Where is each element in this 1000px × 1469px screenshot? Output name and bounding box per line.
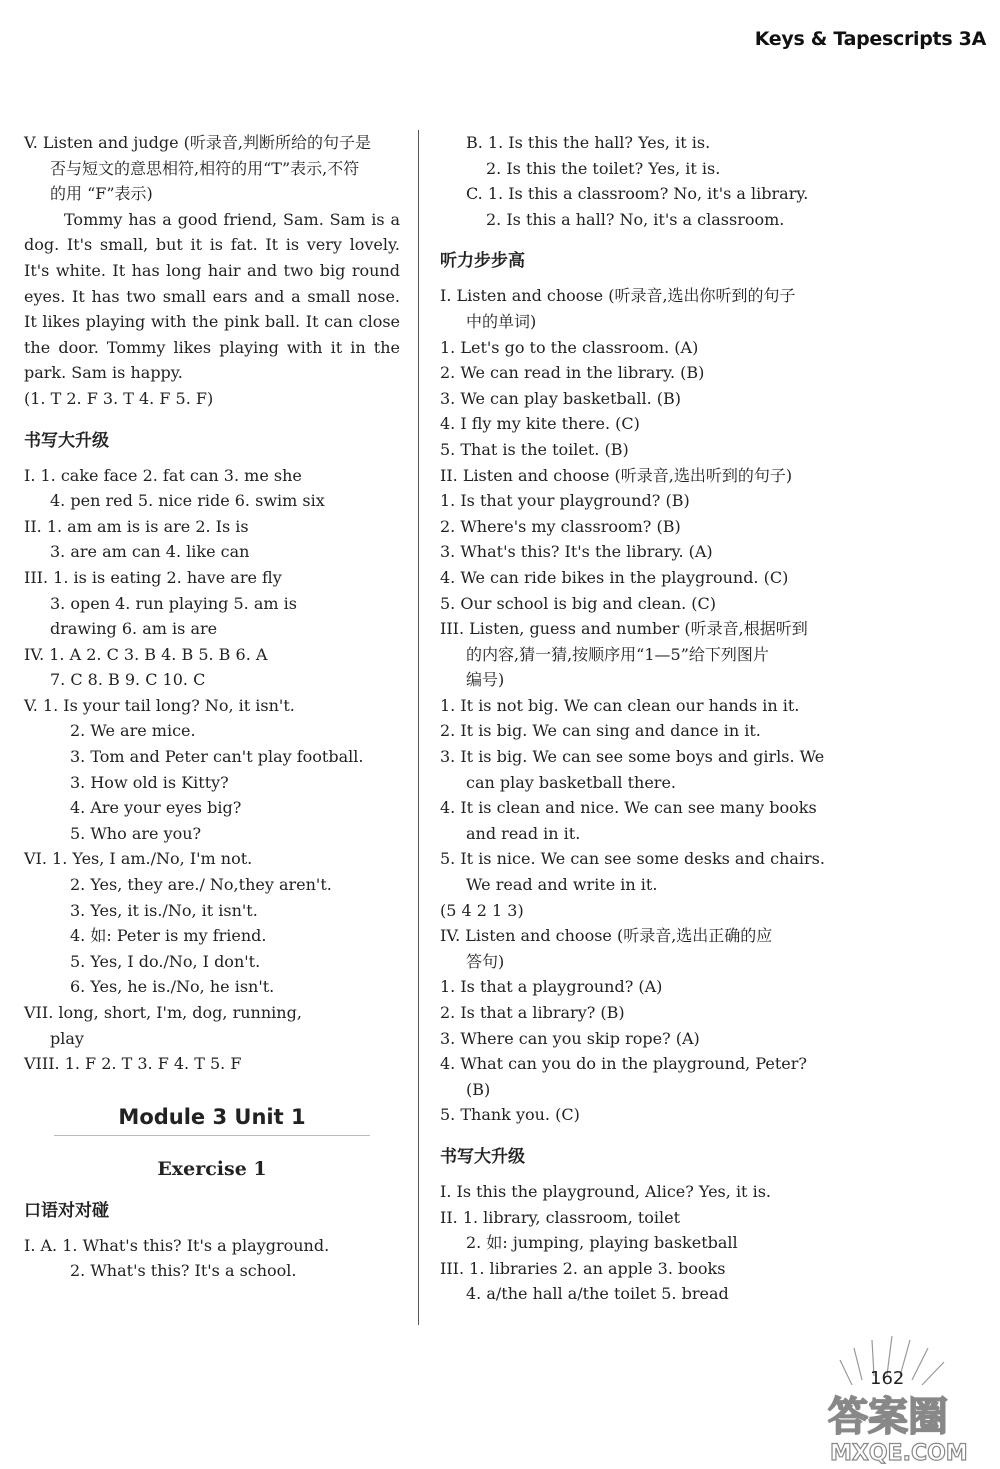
answer-line: 2. What's this? It's a school. [70,1261,297,1281]
answer-line: We read and write in it. [466,875,658,895]
answer-line: 2. It is big. We can sing and dance in it. [440,721,761,741]
answer-line: V. Listen and judge (听录音,判断所给的句子是 [24,133,371,152]
answer-line: 中的单词) [466,311,537,331]
answer-line: 3. Yes, it is./No, it isn't. [70,900,258,920]
column-divider [418,130,419,1325]
answer-line: III. 1. libraries 2. an apple 3. books [440,1258,726,1278]
page-number: 162 [870,1368,905,1389]
watermark-url: MXQE.COM [830,1441,968,1465]
answer-line: 5. Thank you. (C) [440,1105,580,1125]
answer-line: 3. It is big. We can see some boys and girls. We [440,747,825,767]
answer-line: 1. It is not big. We can clean our hands in it. [440,695,800,715]
answer-line: 3. Tom and Peter can't play football. [70,747,364,767]
answer-line: 3. Where can you skip rope? (A) [440,1028,700,1048]
answer-line: 3. We can play basketball. (B) [440,388,681,408]
answer-line: 6. Yes, he is./No, he isn't. [70,977,275,997]
exercise-heading: Exercise 1 [157,1157,267,1180]
answer-line: II. Listen and choose (听录音,选出听到的句子) [440,465,793,485]
answer-line: 7. C 8. B 9. C 10. C [50,670,206,690]
answer-line: 4. It is clean and nice. We can see many books [440,798,817,818]
answer-line: II. 1. am am is is are 2. Is is [24,516,249,536]
answer-line: 3. open 4. run playing 5. am is [50,593,297,613]
watermark-text: 答案圈 [828,1394,948,1440]
answer-line: V. 1. Is your tail long? No, it isn't. [24,695,295,715]
answer-line: I. 1. cake face 2. fat can 3. me she [24,465,302,485]
answer-line: 2. Is this a hall? No, it's a classroom. [486,209,785,229]
answer-line: 2. Is this the toilet? Yes, it is. [486,158,721,178]
answer-line: and read in it. [466,823,581,843]
answer-line: 否与短文的意思相符,相符的用“T”表示,不符 [50,158,360,178]
answer-line: VIII. 1. F 2. T 3. F 4. T 5. F [24,1054,242,1074]
answer-line: 5. Yes, I do./No, I don't. [70,951,261,971]
answer-line: 1. Is that a playground? (A) [440,977,663,997]
module-heading [24,1105,400,1136]
answer-line: II. 1. library, classroom, toilet [440,1207,681,1227]
right-column [440,130,825,1307]
answer-line: 2. 如: jumping, playing basketball [466,1233,738,1253]
answer-line: 4. We can ride bikes in the playground. (C) [440,567,789,587]
answer-line: III. 1. is is eating 2. have are fly [24,567,282,587]
answer-line: 4. 如: Peter is my friend. [70,926,267,946]
answer-line: 2. We are mice. [70,721,196,741]
answer-line: 的内容,猜一猜,按顺序用“1—5”给下列图片 [466,644,769,664]
left-column [24,130,400,1284]
answer-line: (5 4 2 1 3) [440,900,524,920]
watermark-logo [820,1380,998,1465]
answer-line: (B) [466,1079,491,1099]
answer-line: 编号) [466,670,505,690]
answer-line: 4. pen red 5. nice ride 6. swim six [50,491,325,511]
answer-line: can play basketball there. [466,772,677,792]
answer-line: 2. Where's my classroom? (B) [440,516,681,536]
answer-line: 4. I fly my kite there. (C) [440,414,640,434]
answer-line: 5. Our school is big and clean. (C) [440,593,717,613]
answer-line: 2. We can read in the library. (B) [440,363,705,383]
answer-line: 2. Is that a library? (B) [440,1003,625,1022]
answer-line: 4. What can you do in the playground, Peter? [440,1054,807,1074]
answer-line: (1. T 2. F 3. T 4. F 5. F) [24,388,214,408]
answer-line: I. Is this the playground, Alice? Yes, it is. [440,1181,771,1201]
answer-line: 1. Is that your playground? (B) [440,491,690,511]
answer-line: 3. How old is Kitty? [70,772,229,792]
answer-line: IV. 1. A 2. C 3. B 4. B 5. B 6. A [24,644,268,664]
answer-line: C. 1. Is this a classroom? No, it's a library. [466,184,809,204]
answer-line: IV. Listen and choose (听录音,选出正确的应 [440,926,773,946]
answer-line: play [50,1028,84,1048]
answer-line: 1. Let's go to the classroom. (A) [440,337,699,357]
module-rule [54,1135,370,1136]
answer-line: 的用 “F”表示) [50,184,153,204]
answer-line: 5. That is the toilet. (B) [440,439,629,459]
answer-line: 4. Are your eyes big? [70,798,242,818]
answer-line: VII. long, short, I'm, dog, running, [24,1003,302,1022]
answer-line: B. 1. Is this the hall? Yes, it is. [466,133,711,152]
answer-line: III. Listen, guess and number (听录音,根据听到 [440,619,808,639]
page-header: Keys & Tapescripts 3A [754,28,986,50]
answer-line: 4. a/the hall a/the toilet 5. bread [466,1284,729,1304]
section-heading: 书写大升级 [440,1146,525,1167]
section-heading: 书写大升级 [24,430,109,451]
module-title: Module 3 Unit 1 [118,1104,306,1129]
answer-line: 答句) [466,951,505,971]
answer-line: I. A. 1. What's this? It's a playground. [24,1235,330,1255]
answer-line: 3. What's this? It's the library. (A) [440,542,713,562]
answer-line: 5. It is nice. We can see some desks and chairs. [440,849,825,869]
answer-line: VI. 1. Yes, I am./No, I'm not. [24,849,253,869]
section-heading: 听力步步高 [440,251,525,272]
answer-line: 3. are am can 4. like can [50,542,250,562]
answer-line: 5. Who are you? [70,823,202,843]
answer-line: drawing 6. am is are [50,619,218,639]
answer-line: I. Listen and choose (听录音,选出你听到的句子 [440,286,796,306]
section-heading: 口语对对碰 [24,1200,109,1221]
answer-line: 2. Yes, they are./ No,they aren't. [70,875,332,895]
passage-paragraph: Tommy has a good friend, Sam. Sam is a dog. It's small, but it is fat. It is very lovely. It's white. It has long hair and two big round eyes. It has two small ears and a small nose. It likes playing with the pink ball. It can close the door. Tommy likes playing with it in the park. Sam is happy. [24,209,400,383]
